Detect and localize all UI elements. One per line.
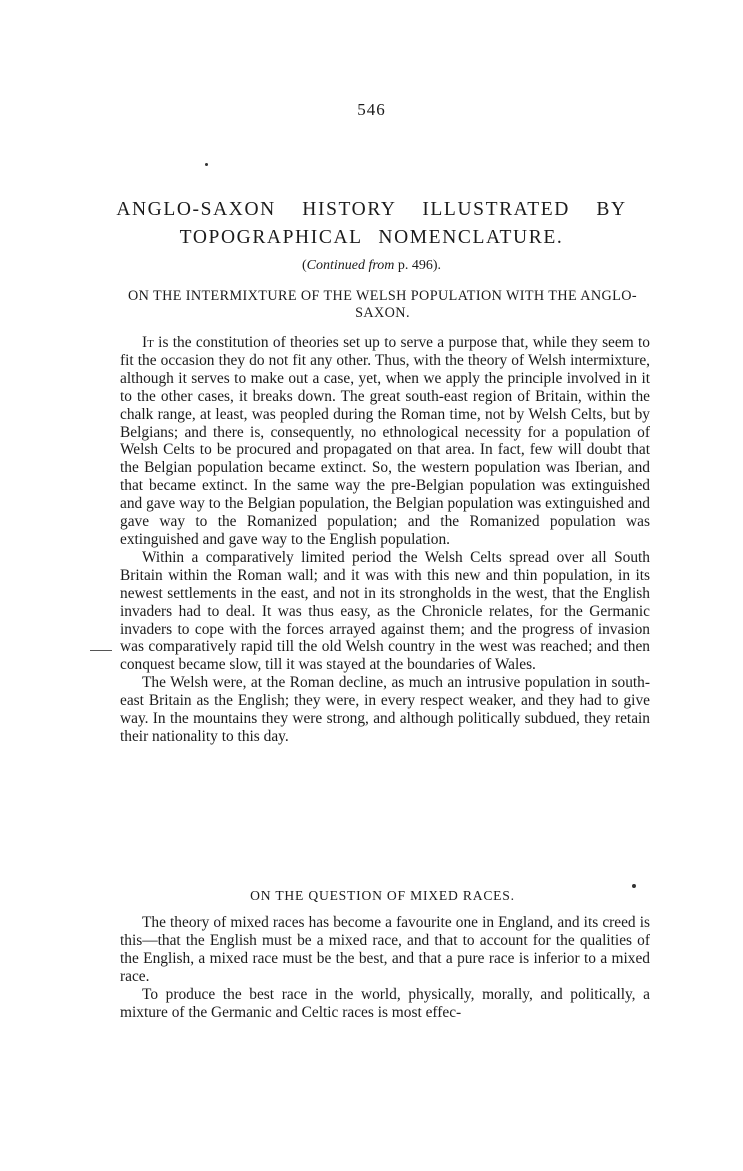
- section-heading-mixed-races: ON THE QUESTION OF MIXED RACES.: [250, 888, 515, 903]
- article-title-line-1: ANGLO-SAXON HISTORY ILLUSTRATED BY: [116, 199, 627, 220]
- continuation-note: [0, 258, 743, 274]
- continuation-rest: p. 496).: [394, 258, 442, 273]
- ink-speck: [205, 163, 208, 166]
- section-heading-intermixture: ON THE INTERMIXTURE OF THE WELSH POPULATION WITH THE ANGLO-SAXON.: [128, 288, 637, 321]
- ink-speck: [632, 884, 636, 888]
- paragraph: The Welsh were, at the Roman decline, as much an intrusive population in south-east Britain as the English; they were, in every respect weaker, and they had to give way. In the mountains they were strong, and although politically subdued, they retain their nationality to this day.: [120, 674, 650, 745]
- page-number: 546: [357, 100, 386, 119]
- article-title-line-2: TOPOGRAPHICAL NOMENCLATURE.: [179, 227, 564, 248]
- section-body-mixed-races: [120, 914, 650, 1021]
- paragraph: Within a comparatively limited period the Welsh Celts spread over all South Britain within the Roman wall; and it was with this new and thin population, in its newest settlements in the east, and not in its strongholds in the west, that the English invaders had to deal. It was thus easy, as the Chronicle relates, for the Germanic invaders to cope with the forces arrayed against them; and the progress of invasion was comparatively rapid till the old Welsh country in the west was reached; and then conquest became slow, till it was stayed at the boundaries of Wales.: [120, 548, 650, 674]
- drop-lead-word: It: [142, 334, 154, 351]
- continuation-open: (: [301, 258, 307, 273]
- continuation-italic: Continued from: [306, 258, 395, 273]
- paragraph: The theory of mixed races has become a favourite one in England, and its creed is this—that the English must be a mixed race, and that to account for the qualities of the English, a mixed race must be the best, and that a pure race is inferior to a mixed race.: [120, 914, 650, 985]
- paragraph: [120, 334, 650, 549]
- section-body-intermixture: [120, 334, 650, 746]
- paragraph-text: is the constitution of theories set up to serve a purpose that, while they seem to fit the occasion they do not fit any other. Thus, with the theory of Welsh intermixture, although it serves to make out a case, yet, when we apply the principle involved in it to the other cases, it breaks down. The great south-east region of Britain, within the chalk range, at least, was peopled during the Roman time, not by Welsh Celts, but by Belgians; and there is, consequently, no ethnological necessity for a population of Welsh Celts to be procured and propagated on that area. In fact, few will doubt that the Belgian population became extinct. So, the western population was Iberian, and that became extinct. In the same way the pre-Belgian population was extinguished and gave way to the Belgian population, the Belgian population was extinguished and gave way to the Romanized population; and the Romanized population was extinguished and gave way to the English population.: [120, 334, 650, 548]
- margin-mark: [90, 650, 112, 651]
- paragraph: To produce the best race in the world, physically, morally, and politically, a mixture of the Germanic and Celtic races is most effec-: [120, 985, 650, 1021]
